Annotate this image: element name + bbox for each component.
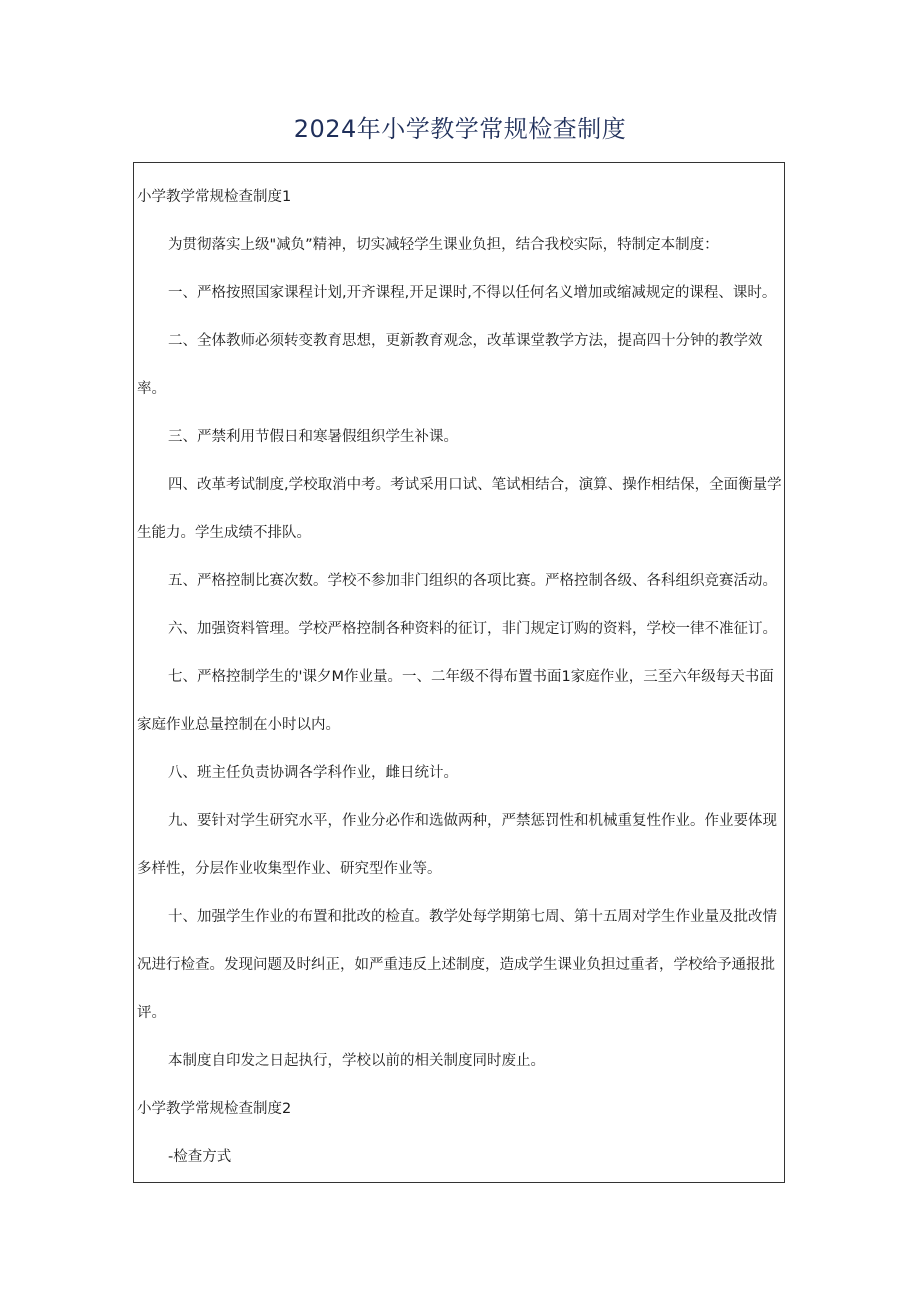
section-heading: 小学教学常规检查制度2: [137, 1101, 292, 1117]
paragraph-closing: 本制度自印发之日起执行，学校以前的相关制度同时废止。: [168, 1053, 545, 1069]
paragraph-item-6: 六、加强资料管理。学校严格控制各种资料的征订，非门规定订购的资料，学校一律不准征订。: [168, 621, 777, 637]
document-body: [137, 185, 781, 1169]
document-title: 2024年小学教学常规检查制度: [293, 115, 627, 143]
paragraph-check-method: -检查方式: [168, 1149, 232, 1165]
paragraph-line: 四、改革考试制度,学校取消中考。考试采用口试、笔试相结合，演算、操作相结保，全面衡量学: [168, 477, 782, 493]
paragraph-line: 率。: [137, 381, 166, 397]
paragraph-item-7: [137, 665, 781, 737]
paragraph-line: 况进行检查。发现问题及时纠正，如严重违反上述制度，造成学生课业负担过重者，学校给予通报批: [137, 957, 775, 973]
paragraph-line: 九、要针对学生研究水平，作业分必作和选做两种，严禁惩罚性和机械重复性作业。作业要体现: [168, 813, 777, 829]
paragraph-line: 二、全体教师必须转变教育思想，更新教育观念，改革课堂教学方法，提高四十分钟的教学效: [168, 333, 763, 349]
paragraph-intro: 为贯彻落实上级"减负”精神，切实减轻学生课业负担，结合我校实际，特制定本制度：: [168, 237, 719, 253]
paragraph-item-8: 八、班主任负责协调各学科作业，雌日统计。: [168, 765, 458, 781]
document-frame: [133, 162, 785, 1183]
paragraph-item-5: 五、严格控制比赛次数。学校不参加非门组织的各项比赛。严格控制各级、各科组织竞赛活动。: [168, 573, 777, 589]
paragraph-item-4: [137, 473, 781, 545]
paragraph-line: 多样性，分层作业收集型作业、研究型作业等。: [137, 861, 442, 877]
paragraph-line: 家庭作业总量控制在小时以内。: [137, 717, 340, 733]
paragraph-line: 十、加强学生作业的布置和批改的检直。教学处每学期第七周、第十五周对学生作业量及批改情: [168, 909, 777, 925]
paragraph-line: 评。: [137, 1005, 166, 1021]
paragraph-item-10: [137, 905, 781, 1025]
paragraph-item-9: [137, 809, 781, 881]
paragraph-line: 生能力。学生成绩不排队。: [137, 525, 311, 541]
paragraph-line: 七、严格控制学生的'课夕M作业量。一、二年级不得布置书面1家庭作业，三至六年级每天书面: [168, 669, 774, 685]
paragraph-item-2: [137, 329, 781, 401]
paragraph-item-3: 三、严禁利用节假日和寒暑假组织学生补课。: [168, 429, 458, 445]
section-heading: 小学教学常规检查制度1: [137, 189, 292, 205]
paragraph-item-1: 一、严格按照国家课程计划,开齐课程,开足课时,不得以任何名义增加或缩减规定的课程、课时。: [168, 285, 777, 301]
